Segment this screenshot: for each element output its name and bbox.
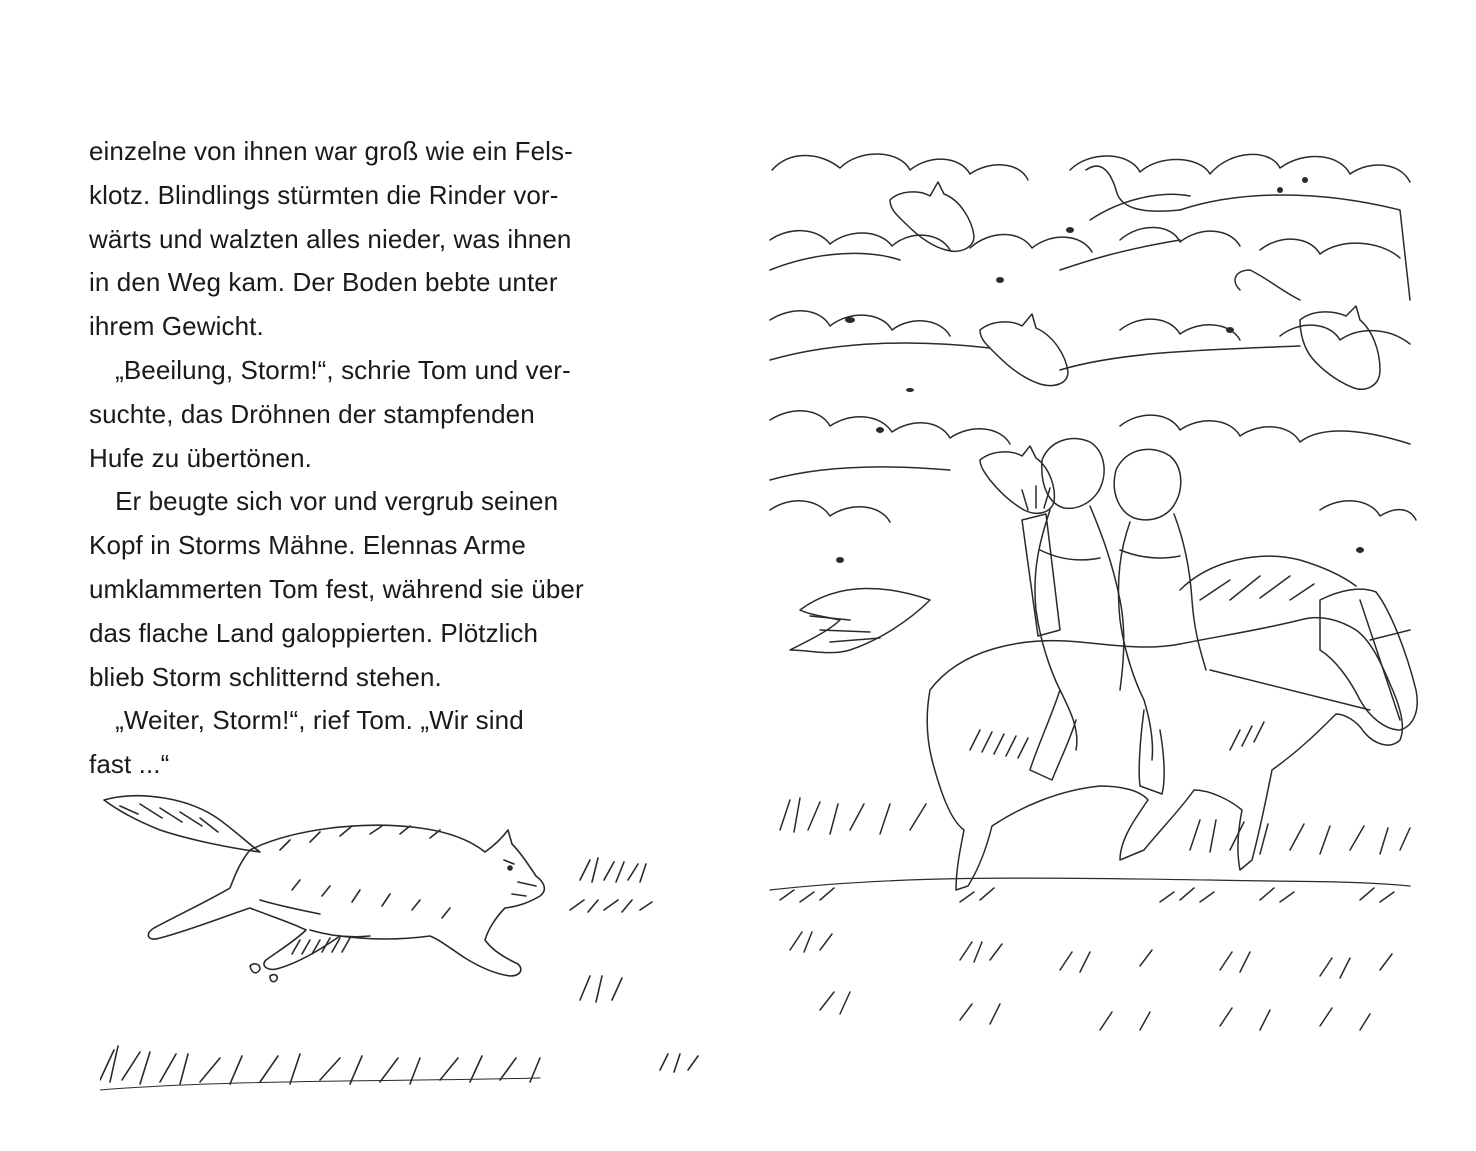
text-line: klotz. Blindlings stürmten die Rinder vor- xyxy=(89,179,559,210)
text-line: „Weiter, Storm!“, rief Tom. „Wir sind xyxy=(89,705,524,736)
text-line: einzelne von ihnen war groß wie ein Fels- xyxy=(89,136,573,166)
wolf-illustration xyxy=(100,790,720,1100)
stampede-illustration xyxy=(760,130,1420,1070)
text-line: in den Weg kam. Der Boden bebte unter xyxy=(89,267,558,298)
text-line: fast ...“ xyxy=(89,749,170,780)
text-line: Kopf in Storms Mähne. Elennas Arme xyxy=(89,530,526,561)
text-line: ihrem Gewicht. xyxy=(89,311,264,342)
text-line: das flache Land galoppierten. Plötzlich xyxy=(89,617,539,648)
text-line: umklammerten Tom fest, während sie über xyxy=(89,573,584,604)
text-line: suchte, das Dröhnen der stampfenden xyxy=(89,398,535,429)
text-line: Er beugte sich vor und vergrub seinen xyxy=(89,486,559,517)
text-line: wärts und walzten alles nieder, was ihnen xyxy=(89,223,572,254)
text-line: „Beeilung, Storm!“, schrie Tom und ver- xyxy=(89,354,571,385)
text-line: Hufe zu übertönen. xyxy=(89,442,312,473)
story-text xyxy=(89,130,669,787)
text-line: blieb Storm schlitternd stehen. xyxy=(89,661,442,692)
